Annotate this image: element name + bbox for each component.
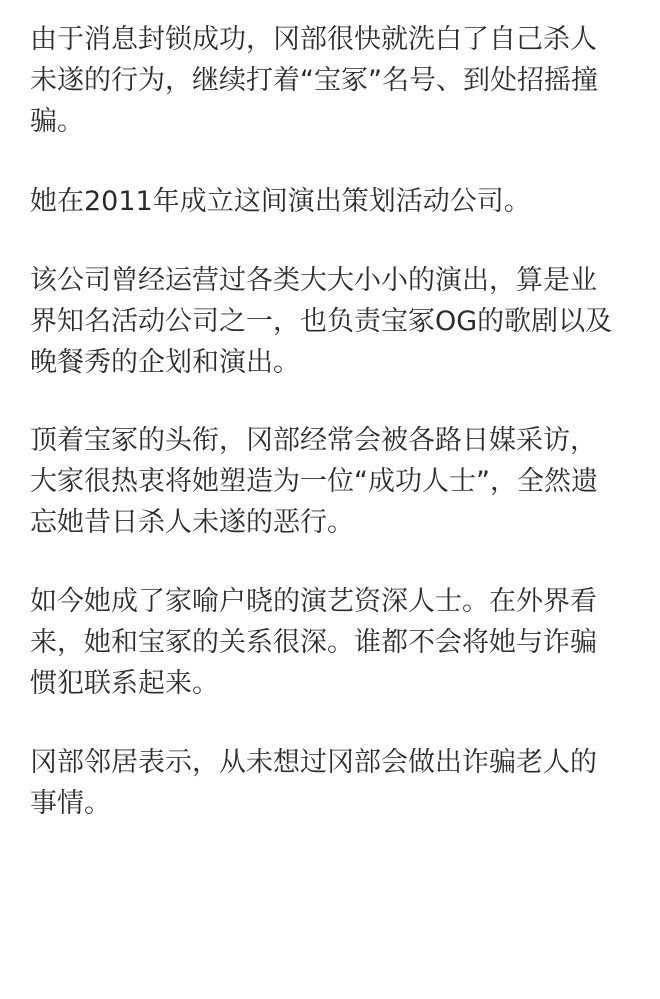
paragraph-line: 冈部邻居表示，从未想过冈部会做出诈骗老人的 [30,747,597,778]
paragraph-line: 忘她昔日杀人未遂的恶行。 [30,507,354,538]
paragraph-line: 晚餐秀的企划和演出。 [30,347,300,378]
paragraph-line: 事情。 [30,788,111,819]
paragraph-5 [30,581,640,704]
paragraph-line: 顶着宝冢的头衔，冈部经常会被各路日媒采访， [30,425,597,456]
paragraph-line: 惯犯联系起来。 [30,668,219,699]
paragraph-line: 如今她成了家喻户晓的演艺资深人士。在外界看 [30,586,597,617]
paragraph-line: 她在2011年成立这间演出策划活动公司。 [30,186,531,217]
paragraph-line: 界知名活动公司之一，也负责宝冢OG的歌剧以及 [30,306,613,337]
paragraph-line: 由于消息封锁成功，冈部很快就洗白了自己杀人 [30,24,597,55]
paragraph-line: 骗。 [30,106,84,137]
paragraph-line: 该公司曾经运营过各类大大小小的演出，算是业 [30,265,597,296]
article-body [30,19,640,824]
paragraph-6 [30,742,640,824]
paragraph-4 [30,420,640,543]
paragraph-3 [30,260,640,383]
paragraph-line: 未遂的行为，继续打着“宝冢”名号、到处招摇撞 [30,65,598,96]
paragraph-1 [30,19,640,142]
paragraph-line: 来，她和宝冢的关系很深。谁都不会将她与诈骗 [30,627,597,658]
paragraph-2 [30,181,640,222]
paragraph-line: 大家很热衷将她塑造为一位“成功人士”，全然遗 [30,466,598,497]
